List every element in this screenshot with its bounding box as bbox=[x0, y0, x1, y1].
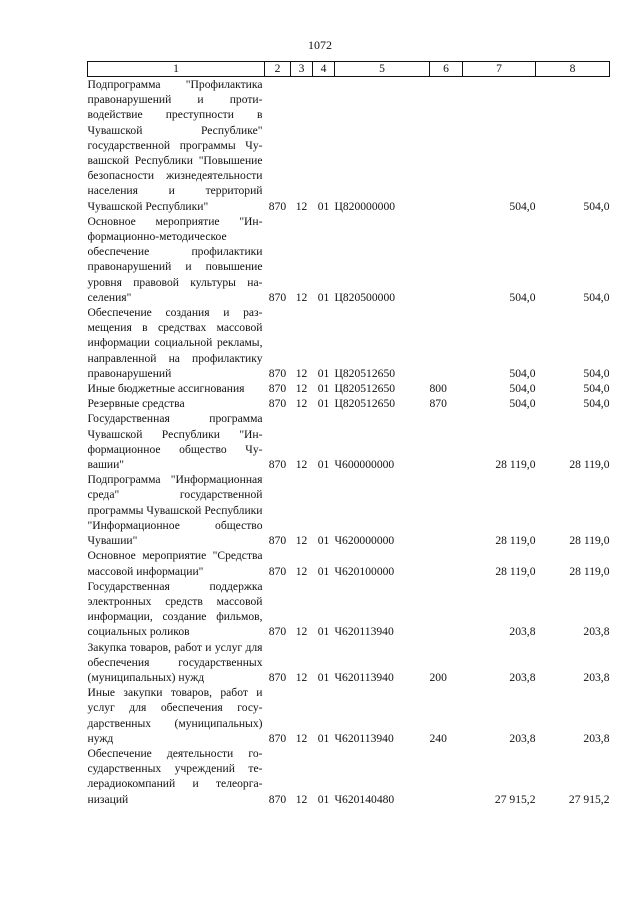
column-header: 6 bbox=[430, 62, 463, 77]
target-article-code: Ц820512650 bbox=[334, 366, 396, 380]
ministry-code: 870 bbox=[268, 290, 287, 304]
item-name: Основное мероприятие "Средства массовой информации" bbox=[87, 549, 263, 578]
target-article-code: Ч620100000 bbox=[334, 564, 395, 578]
item-name: Резервные средства bbox=[87, 397, 185, 411]
section-code: 12 bbox=[295, 670, 308, 684]
section-code: 12 bbox=[295, 290, 308, 304]
target-article-code: Ц820500000 bbox=[334, 290, 396, 304]
section-code: 12 bbox=[295, 792, 308, 806]
subsection-code: 01 bbox=[317, 366, 330, 380]
target-article-code: Ц820000000 bbox=[334, 199, 396, 213]
amount-col-8: 504,0 bbox=[583, 199, 610, 213]
target-article-code: Ч620113940 bbox=[334, 731, 394, 745]
subsection-code: 01 bbox=[317, 397, 330, 411]
amount-col-8: 203,8 bbox=[583, 625, 610, 639]
expense-type-code bbox=[430, 472, 463, 548]
ministry-code: 870 bbox=[268, 731, 287, 745]
table-row bbox=[88, 77, 610, 214]
table-row bbox=[88, 640, 610, 686]
amount-col-8: 28 119,0 bbox=[569, 564, 610, 578]
amount-col-7: 504,0 bbox=[509, 366, 536, 380]
target-article-code: Ч620113940 bbox=[334, 670, 394, 684]
item-name: Обеспечение деятельности государственных учреждений телерадиокомпаний и телеорганизаций bbox=[87, 746, 263, 806]
target-article-code: Ч620113940 bbox=[334, 625, 394, 639]
column-header: 8 bbox=[536, 62, 610, 77]
budget-table bbox=[87, 61, 610, 807]
expense-type-code bbox=[430, 411, 463, 472]
column-header: 7 bbox=[463, 62, 536, 77]
amount-col-8: 203,8 bbox=[583, 731, 610, 745]
item-name: Обеспечение создания и размещения в средствах массовой информации социальной рекламы, направленной на профилактику правонарушений bbox=[87, 306, 263, 380]
amount-col-8: 27 915,2 bbox=[568, 792, 610, 806]
column-header: 2 bbox=[265, 62, 291, 77]
ministry-code: 870 bbox=[268, 382, 287, 396]
subsection-code: 01 bbox=[317, 564, 330, 578]
amount-col-8: 203,8 bbox=[583, 670, 610, 684]
amount-col-8: 28 119,0 bbox=[569, 534, 610, 548]
section-code: 12 bbox=[295, 382, 308, 396]
target-article-code: Ц820512650 bbox=[334, 397, 396, 411]
section-code: 12 bbox=[295, 366, 308, 380]
table-row bbox=[88, 396, 610, 411]
amount-col-8: 28 119,0 bbox=[569, 458, 610, 472]
target-article-code: Ц820512650 bbox=[334, 382, 396, 396]
target-article-code: Ч620000000 bbox=[334, 534, 395, 548]
subsection-code: 01 bbox=[317, 534, 330, 548]
amount-col-7: 203,8 bbox=[509, 731, 536, 745]
expense-type-code bbox=[430, 214, 463, 305]
expense-type-code bbox=[430, 746, 463, 807]
column-header: 5 bbox=[335, 62, 430, 77]
expense-type-code: 240 bbox=[429, 731, 447, 745]
item-name: Иные бюджетные ассигнования bbox=[87, 382, 245, 396]
page-number: 1072 bbox=[308, 38, 332, 52]
subsection-code: 01 bbox=[317, 792, 330, 806]
column-header: 1 bbox=[88, 62, 265, 77]
item-name: Подпрограмма "Информационная среда" государственной программы Чувашской Республики "Информационное общество Чувашии" bbox=[87, 473, 263, 548]
table-row bbox=[88, 746, 610, 807]
amount-col-8: 504,0 bbox=[583, 397, 610, 411]
expense-type-code bbox=[430, 305, 463, 381]
table-row bbox=[88, 472, 610, 548]
table-header-row bbox=[88, 62, 610, 77]
section-code: 12 bbox=[295, 564, 308, 578]
item-name: Подпрограмма "Профилактика правонарушений и противодействие преступности в Чувашской Республике" государственной программы Чувашской Республики "Повышение безопасности жизнедеятельности населения и территорий Чувашской Республики" bbox=[87, 78, 263, 213]
expense-type-code: 800 bbox=[429, 382, 447, 396]
expense-type-code bbox=[430, 77, 463, 214]
table-row bbox=[88, 685, 610, 746]
target-article-code: Ч620140480 bbox=[334, 792, 395, 806]
amount-col-7: 27 915,2 bbox=[494, 792, 536, 806]
expense-type-code bbox=[430, 548, 463, 578]
table-row bbox=[88, 214, 610, 305]
section-code: 12 bbox=[295, 199, 308, 213]
table-row bbox=[88, 381, 610, 396]
ministry-code: 870 bbox=[268, 792, 287, 806]
amount-col-7: 203,8 bbox=[509, 670, 536, 684]
ministry-code: 870 bbox=[268, 397, 287, 411]
ministry-code: 870 bbox=[268, 199, 287, 213]
ministry-code: 870 bbox=[268, 564, 287, 578]
subsection-code: 01 bbox=[317, 382, 330, 396]
amount-col-7: 28 119,0 bbox=[495, 534, 536, 548]
item-name: Государственная поддержка электронных средств массовой информации, создание фильмов, социальных роликов bbox=[87, 579, 263, 639]
subsection-code: 01 bbox=[317, 458, 330, 472]
table-row bbox=[88, 411, 610, 472]
amount-col-8: 504,0 bbox=[583, 290, 610, 304]
subsection-code: 01 bbox=[317, 625, 330, 639]
ministry-code: 870 bbox=[268, 534, 287, 548]
amount-col-7: 504,0 bbox=[509, 382, 536, 396]
item-name: Основное мероприятие "Информационно-методическое обеспечение профилактики правонарушений и повышение уровня правовой культуры населения" bbox=[87, 214, 263, 304]
subsection-code: 01 bbox=[317, 731, 330, 745]
amount-col-8: 504,0 bbox=[583, 366, 610, 380]
section-code: 12 bbox=[295, 731, 308, 745]
amount-col-7: 28 119,0 bbox=[495, 564, 536, 578]
item-name: Закупка товаров, работ и услуг для обеспечения государственных (муниципальных) нужд bbox=[87, 640, 263, 684]
subsection-code: 01 bbox=[317, 670, 330, 684]
ministry-code: 870 bbox=[268, 366, 287, 380]
expense-type-code: 870 bbox=[429, 397, 447, 411]
amount-col-7: 504,0 bbox=[509, 199, 536, 213]
section-code: 12 bbox=[295, 458, 308, 472]
amount-col-8: 504,0 bbox=[583, 382, 610, 396]
amount-col-7: 203,8 bbox=[509, 625, 536, 639]
column-header: 3 bbox=[291, 62, 313, 77]
amount-col-7: 504,0 bbox=[509, 397, 536, 411]
table-row bbox=[88, 305, 610, 381]
amount-col-7: 504,0 bbox=[509, 290, 536, 304]
column-header: 4 bbox=[313, 62, 335, 77]
expense-type-code bbox=[430, 579, 463, 640]
item-name: Иные закупки товаров, работ и услуг для обеспечения государственных (муниципальных) нужд bbox=[87, 686, 263, 745]
table-row bbox=[88, 548, 610, 578]
ministry-code: 870 bbox=[268, 670, 287, 684]
target-article-code: Ч600000000 bbox=[334, 458, 395, 472]
amount-col-7: 28 119,0 bbox=[495, 458, 536, 472]
table-row bbox=[88, 579, 610, 640]
expense-type-code: 200 bbox=[429, 670, 447, 684]
ministry-code: 870 bbox=[268, 625, 287, 639]
ministry-code: 870 bbox=[268, 458, 287, 472]
subsection-code: 01 bbox=[317, 290, 330, 304]
item-name: Государственная программа Чувашской Республики "Информационное общество Чувашии" bbox=[87, 412, 263, 472]
section-code: 12 bbox=[295, 625, 308, 639]
subsection-code: 01 bbox=[317, 199, 330, 213]
section-code: 12 bbox=[295, 397, 308, 411]
section-code: 12 bbox=[295, 534, 308, 548]
